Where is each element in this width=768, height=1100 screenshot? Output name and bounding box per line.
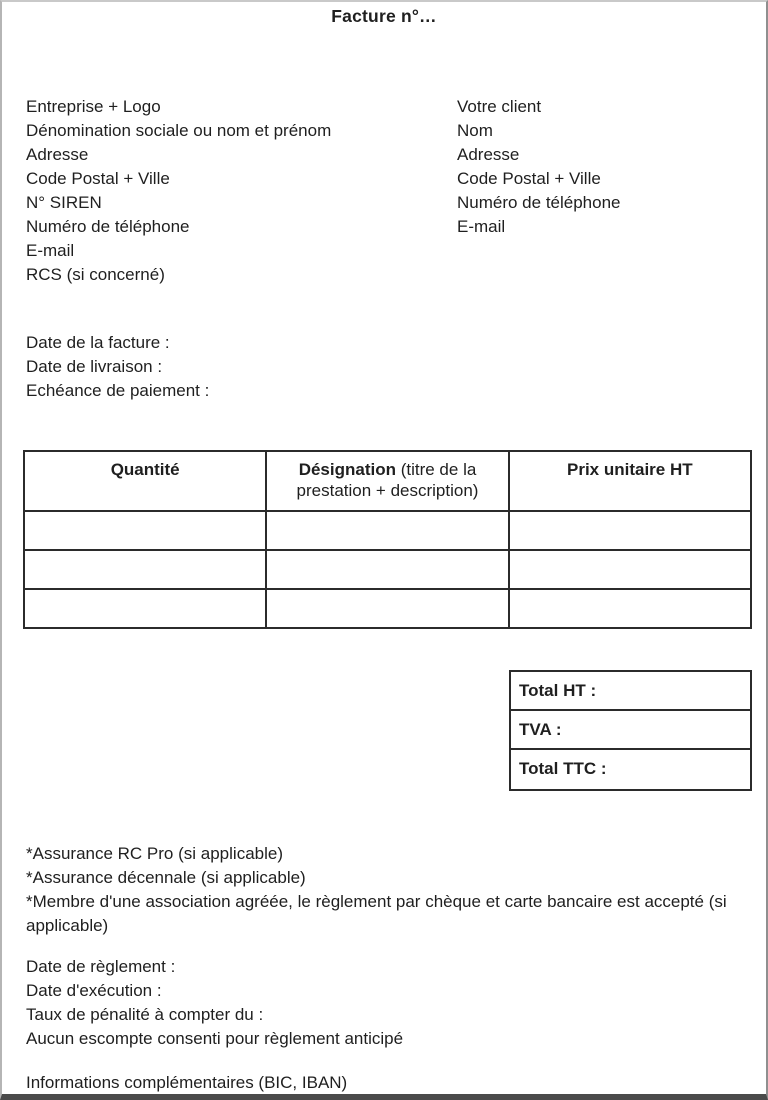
invoice-dates-block bbox=[26, 331, 209, 403]
items-table-header-row bbox=[24, 451, 751, 511]
seller-line-address: Adresse bbox=[26, 145, 89, 164]
additional-info-line: Informations complémentaires (BIC, IBAN) bbox=[26, 1073, 348, 1092]
header-unit-price-label: Prix unitaire HT bbox=[567, 460, 693, 479]
table-cell-designation bbox=[266, 589, 508, 628]
seller-line-rcs: RCS (si concerné) bbox=[26, 265, 165, 284]
header-quantity bbox=[24, 451, 266, 511]
total-ttc-row: Total TTC : bbox=[519, 759, 607, 778]
insurance-notes-block bbox=[26, 842, 740, 938]
settlement-date-line: Date de règlement : bbox=[26, 957, 176, 976]
page-title: Facture n°… bbox=[331, 6, 437, 26]
header-quantity-label: Quantité bbox=[110, 460, 180, 479]
table-row bbox=[24, 589, 751, 628]
client-line-postal-city: Code Postal + Ville bbox=[457, 169, 601, 188]
seller-line-legal-name: Dénomination sociale ou nom et prénom bbox=[26, 121, 332, 140]
header-designation bbox=[266, 451, 508, 511]
table-row bbox=[24, 511, 751, 550]
client-line-phone: Numéro de téléphone bbox=[457, 193, 621, 212]
table-row bbox=[24, 550, 751, 589]
table-cell-designation bbox=[266, 511, 508, 550]
execution-date-line: Date d'exécution : bbox=[26, 981, 162, 1000]
table-cell-quantity bbox=[24, 589, 266, 628]
table-cell-quantity bbox=[24, 511, 266, 550]
table-cell-designation bbox=[266, 550, 508, 589]
client-line-email: E-mail bbox=[457, 217, 506, 236]
note-association: *Membre d'une association agréée, le règlement par chèque et carte bancaire est accepté (si applicable) bbox=[26, 892, 727, 935]
client-line-name: Nom bbox=[457, 121, 493, 140]
header-unit-price bbox=[509, 451, 751, 511]
items-table bbox=[23, 450, 752, 629]
tva-row: TVA : bbox=[511, 711, 750, 750]
seller-line-phone: Numéro de téléphone bbox=[26, 217, 190, 236]
no-discount-line: Aucun escompte consenti pour règlement anticipé bbox=[26, 1029, 404, 1048]
header-designation-sub: (titre de la prestation + description) bbox=[296, 460, 479, 500]
payment-due-line: Echéance de paiement : bbox=[26, 381, 210, 400]
seller-line-siren: N° SIREN bbox=[26, 193, 102, 212]
seller-line-email: E-mail bbox=[26, 241, 75, 260]
seller-info-block bbox=[26, 95, 331, 287]
delivery-date-line: Date de livraison : bbox=[26, 357, 163, 376]
penalty-rate-line: Taux de pénalité à compter du : bbox=[26, 1005, 264, 1024]
table-cell-unit-price bbox=[509, 589, 751, 628]
invoice-date-line: Date de la facture : bbox=[26, 333, 170, 352]
client-info-block bbox=[457, 95, 621, 239]
note-decennale: *Assurance décennale (si applicable) bbox=[26, 868, 306, 887]
seller-line-postal-city: Code Postal + Ville bbox=[26, 169, 170, 188]
client-line-address: Adresse bbox=[457, 145, 520, 164]
table-cell-quantity bbox=[24, 550, 266, 589]
payment-terms-block bbox=[26, 955, 403, 1051]
totals-box bbox=[509, 670, 752, 791]
seller-line-company: Entreprise + Logo bbox=[26, 97, 161, 116]
table-cell-unit-price bbox=[509, 550, 751, 589]
header-designation-label: Désignation bbox=[298, 460, 396, 479]
note-rc-pro: *Assurance RC Pro (si applicable) bbox=[26, 844, 283, 863]
table-cell-unit-price bbox=[509, 511, 751, 550]
total-ht-row: Total HT : bbox=[511, 672, 750, 711]
client-line-header: Votre client bbox=[457, 97, 542, 116]
